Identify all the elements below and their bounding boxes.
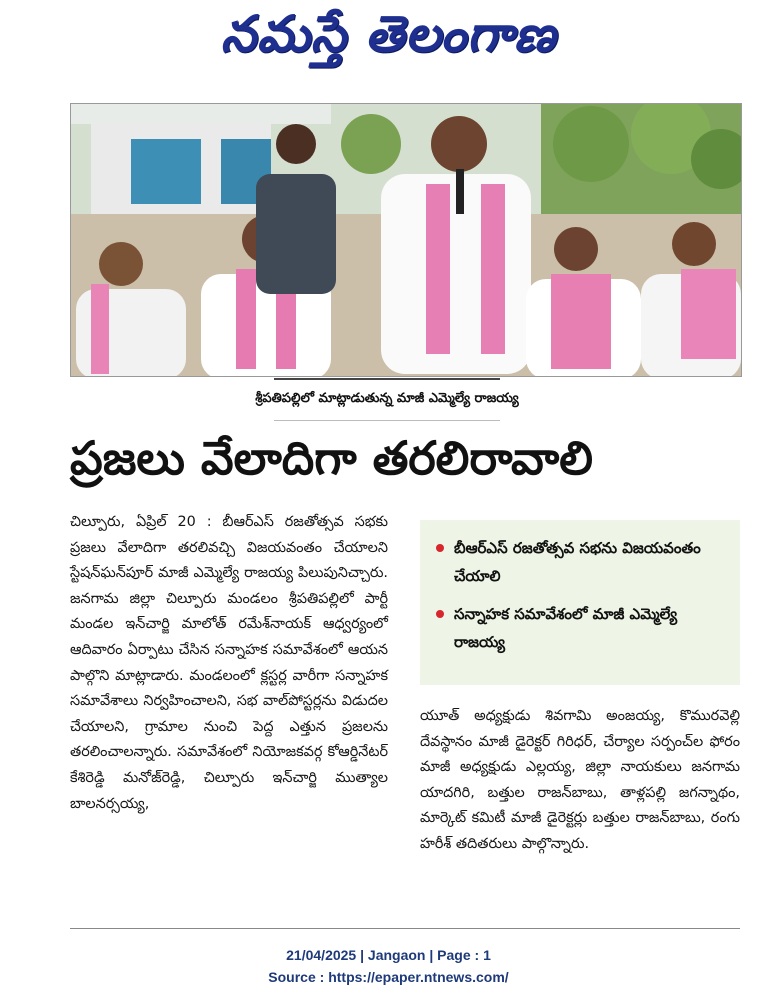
bullet-icon: [436, 610, 444, 618]
article-body-left-column: చిల్పూరు, ఏప్రిల్ 20 : బీఆర్ఎస్ రజతోత్సవ సభకు ప్రజలు వేలాదిగా తరలివచ్చి విజయవంతం చేయాలని స్టేషన్‌ఘన్‌పూర్ మాజీ ఎమ్మెల్యే రాజయ్య పిలుపునిచ్చారు. జనగామ జిల్లా చిల్పూరు మండలం శ్రీపతిపల్లిలో పార్టీ మండల ఇన్‌చార్జి మాలోత్ రమేశ్‌నాయక్ ఆధ్వర్యంలో ఆదివారం ఏర్పాటు చేసిన సన్నాహక సమావేశంలో ఆయన పాల్గొని మాట్లాడారు. మండలంలో క్లస్టర్ల వారీగా సన్నాహక సమావేశాలు నిర్వహించాలని, సభ వాల్‌పోస్టర్లను విడుదల చేయాలని, గ్రామాల నుంచి పెద్ద ఎత్తున ప్రజలను తరలించాలన్నారు. సమావేశంలో నియోజకవర్గ కోఆర్డినేటర్ కేశిరెడ్డి మనోజ్‌రెడ్డి, చిల్పూరు ఇన్‌చార్జి ముత్యాల బాలనర్సయ్య,: [70, 514, 388, 812]
page-footer: [0, 944, 777, 988]
source-link[interactable]: Source : https://epaper.ntnews.com/: [268, 969, 509, 985]
newspaper-logo: నమస్తే తెలంగాణ: [220, 4, 557, 63]
masthead: [0, 0, 777, 80]
article-body-right-column: యూత్ అధ్యక్షుడు శివగామి అంజయ్య, కొమురవెల్లి దేవస్థానం మాజీ డైరెక్టర్ గిరిధర్, చేర్యాల సర్పంచ్‌ల ఫోరం మాజీ అధ్యక్షుడు ఎల్లయ్య, జిల్లా నాయకులు జనగామ యాదగిరి, బత్తుల రాజన్‌బాబు, తాళ్లపల్లి జగన్నాథం, మార్కెట్ కమిటీ మాజీ డైరెక్టర్లు బత్తుల రాజన్‌బాబు, రంగు హరీశ్ తదితరులు పాల్గొన్నారు.: [420, 708, 740, 852]
highlight-item: సన్నాహక సమావేశంలో మాజీ ఎమ్మెల్యే రాజయ్య: [436, 600, 732, 656]
news-photo: [70, 103, 742, 377]
highlight-item: బీఆర్ఎస్ రజతోత్సవ సభను విజయవంతం చేయాలి: [436, 534, 732, 590]
article-headline: ప్రజలు వేలాదిగా తరలిరావాలి: [70, 431, 593, 485]
footer-divider: [70, 928, 740, 929]
highlights-box: [420, 520, 740, 685]
bullet-icon: [436, 544, 444, 552]
photo-caption: శ్రీపతిపల్లిలో మాట్లాడుతున్న మాజీ ఎమ్మెల్యే రాజయ్య: [274, 378, 500, 421]
edition-info: 21/04/2025 | Jangaon | Page : 1: [286, 947, 491, 963]
photo-illustration: [71, 104, 741, 376]
